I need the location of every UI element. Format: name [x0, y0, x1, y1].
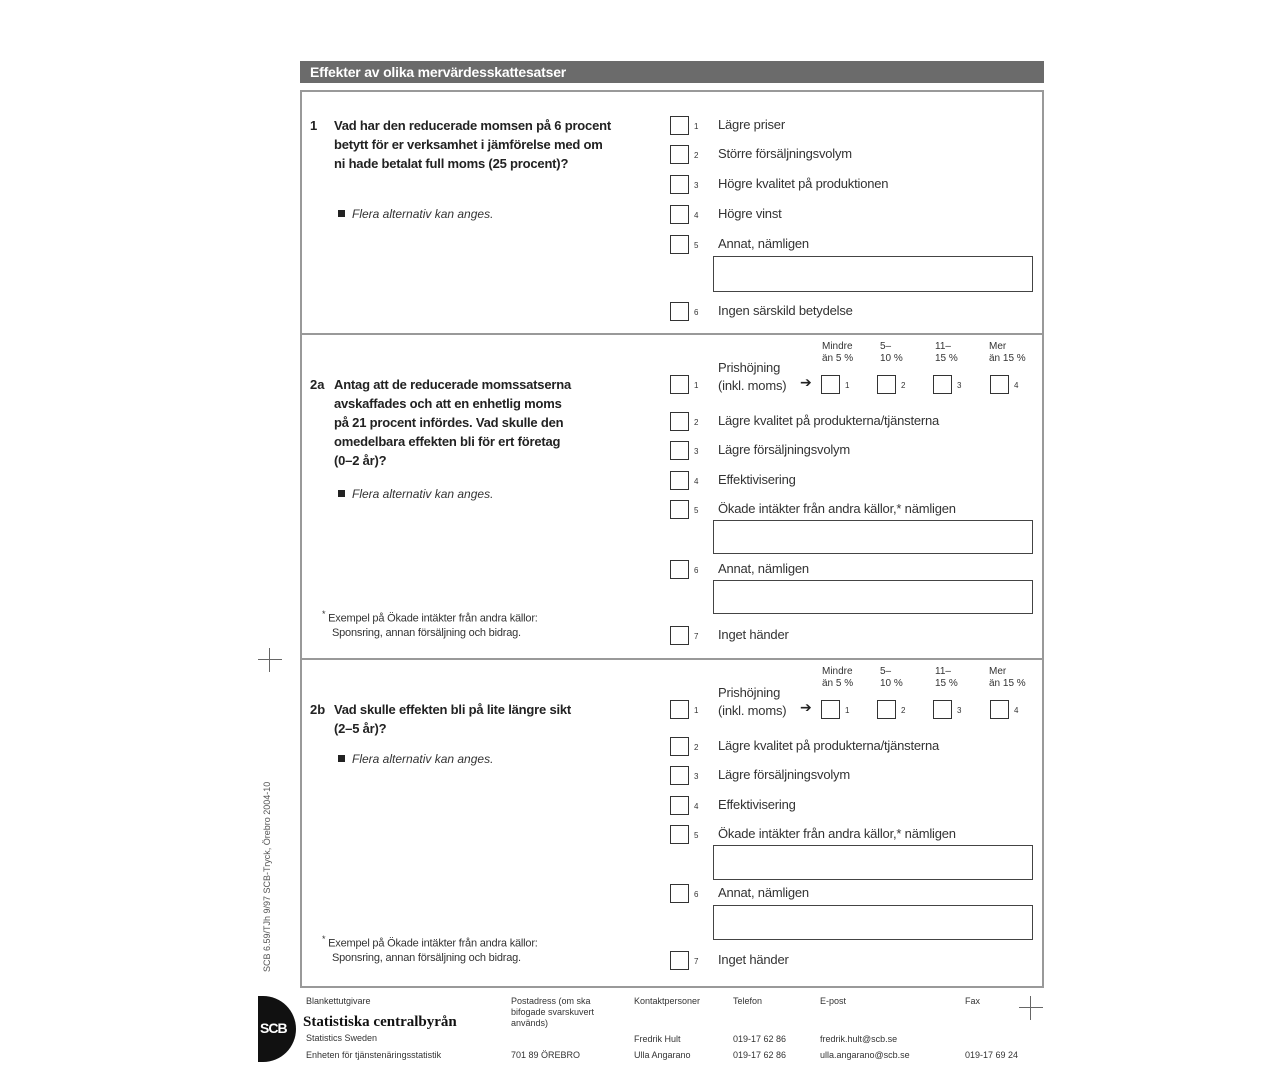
- q2b-option-7-number: 7: [694, 957, 699, 966]
- q2a-option-1-checkbox[interactable]: [670, 375, 689, 394]
- q2a-price-1-number: 1: [845, 381, 850, 390]
- q2b-price-label: Prishöjning (inkl. moms): [718, 685, 787, 718]
- q2b-option-7-checkbox[interactable]: [670, 951, 689, 970]
- q1-text: Vad har den reducerade momsen på 6 procent betytt för er verksamhet i jämförelse med om ni hade betalat full moms (25 procent)?: [334, 118, 611, 171]
- q1-option-1-label: Lägre priser: [718, 117, 785, 132]
- frame-left: [300, 92, 302, 988]
- q2a-option-6-label: Annat, nämligen: [718, 561, 809, 576]
- q2a-option-7-number: 7: [694, 632, 699, 641]
- q1-option-3-checkbox[interactable]: [670, 175, 689, 194]
- q1-option-6-label: Ingen särskild betydelse: [718, 303, 853, 318]
- q2a-option-5-checkbox[interactable]: [670, 500, 689, 519]
- q2a-income-text-field[interactable]: [713, 520, 1033, 554]
- q1-option-4-checkbox[interactable]: [670, 205, 689, 224]
- q2a-option-4-checkbox[interactable]: [670, 471, 689, 490]
- q1-option-4-label: Högre vinst: [718, 206, 782, 221]
- side-print-code: SCB 6.59/TJh 9/97 SCB-Tryck, Örebro 2004-10: [262, 781, 272, 972]
- q2a-price-2-checkbox[interactable]: [877, 375, 896, 394]
- footer-email-label: E-post: [820, 996, 847, 1006]
- q2a-text: Antag att de reducerade momssatserna avskaffades och att en enhetlig moms på 21 procent infördes. Vad skulle den omedelbara effekten bli för ert företag (0–2 år)?: [334, 377, 571, 468]
- q2a-option-3-label: Lägre försäljningsvolym: [718, 442, 850, 457]
- q2b-option-3-label: Lägre försäljningsvolym: [718, 767, 850, 782]
- q2b-price-3-number: 3: [957, 706, 962, 715]
- q2b-option-7-label: Inget händer: [718, 952, 789, 967]
- q2a-number: 2a: [310, 377, 325, 392]
- q2a-option-7-checkbox[interactable]: [670, 626, 689, 645]
- q2b-note: Flera alternativ kan anges.: [338, 752, 493, 766]
- footer-unit: Enheten för tjänstenäringsstatistik: [306, 1050, 442, 1060]
- q2b-option-2-number: 2: [694, 743, 699, 752]
- frame-bottom: [300, 986, 1044, 988]
- q2b-price-2-number: 2: [901, 706, 906, 715]
- q2a-option-2-number: 2: [694, 418, 699, 427]
- q1-option-6-number: 6: [694, 308, 699, 317]
- q2b-option-1-number: 1: [694, 706, 699, 715]
- q2b-option-4-number: 4: [694, 802, 699, 811]
- frame-top: [300, 90, 1044, 92]
- q1-option-3-label: Högre kvalitet på produktionen: [718, 176, 889, 191]
- footer-phone-label: Telefon: [733, 996, 763, 1006]
- q2a-note: Flera alternativ kan anges.: [338, 487, 493, 501]
- q2b-price-2-checkbox[interactable]: [877, 700, 896, 719]
- q2a-option-2-label: Lägre kvalitet på produkterna/tjänsterna: [718, 413, 940, 428]
- q2b-option-5-label: Ökade intäkter från andra källor,* nämligen: [718, 826, 956, 841]
- divider-2: [300, 658, 1044, 660]
- footer-contact-2-phone: 019-17 62 86: [733, 1050, 787, 1060]
- q2a-col-3-head: 11– 15 %: [935, 341, 958, 364]
- q2a-arrow-icon: ➔: [800, 374, 812, 390]
- q2b-option-4-label: Effektivisering: [718, 797, 796, 812]
- section-title: Effekter av olika mervärdesskattesatser: [310, 64, 567, 80]
- scb-logo: SCB: [258, 996, 296, 1062]
- q2b-arrow-icon: ➔: [800, 699, 812, 715]
- footer-address-label: Postadress (om ska bifogade svarskuvert används): [511, 996, 595, 1028]
- q1-option-2-label: Större försäljningsvolym: [718, 146, 852, 161]
- q2a-price-4-checkbox[interactable]: [990, 375, 1009, 394]
- q2b-price-3-checkbox[interactable]: [933, 700, 952, 719]
- q2b-price-4-number: 4: [1014, 706, 1019, 715]
- footer-fax-label: Fax: [965, 996, 981, 1006]
- q2a-option-4-label: Effektivisering: [718, 472, 796, 487]
- q2b-price-1-checkbox[interactable]: [821, 700, 840, 719]
- q2b-price-4-checkbox[interactable]: [990, 700, 1009, 719]
- q2a-col-1-head: Mindre än 5 %: [822, 341, 854, 364]
- q2a-option-4-number: 4: [694, 477, 699, 486]
- q1-option-1-checkbox[interactable]: [670, 116, 689, 135]
- footer-org-label: Blankettutgivare: [306, 996, 371, 1006]
- q2b-footnote: * Exempel på Ökade intäkter från andra källor: Sponsring, annan försäljning och bidrag.: [322, 934, 538, 964]
- q2b-option-6-checkbox[interactable]: [670, 884, 689, 903]
- q1-option-6-checkbox[interactable]: [670, 302, 689, 321]
- q1-option-5-label: Annat, nämligen: [718, 236, 809, 251]
- footer-address: 701 89 ÖREBRO: [511, 1050, 581, 1060]
- q2b-number: 2b: [310, 702, 326, 717]
- footer-contact-1-name: Fredrik Hult: [634, 1034, 681, 1044]
- q1-other-text-field[interactable]: [713, 256, 1033, 292]
- q1-option-2-number: 2: [694, 151, 699, 160]
- q2b-income-text-field[interactable]: [713, 845, 1033, 880]
- footer-contact-1-phone: 019-17 62 86: [733, 1034, 787, 1044]
- q2b-option-5-number: 5: [694, 831, 699, 840]
- registration-mark-left: [258, 648, 282, 672]
- footer-contact-2-email[interactable]: ulla.angarano@scb.se: [820, 1050, 910, 1060]
- section-header: [300, 61, 1044, 83]
- q1-number: 1: [310, 118, 318, 133]
- q2a-option-3-number: 3: [694, 447, 699, 456]
- q2a-price-3-number: 3: [957, 381, 962, 390]
- q2b-col-1-head: Mindre än 5 %: [822, 666, 854, 689]
- q2a-option-5-label: Ökade intäkter från andra källor,* nämligen: [718, 501, 956, 516]
- q1-option-3-number: 3: [694, 181, 699, 190]
- q2a-col-2-head: 5– 10 %: [880, 341, 903, 364]
- q2b-option-6-label: Annat, nämligen: [718, 885, 809, 900]
- footer-org-sub: Statistics Sweden: [306, 1033, 378, 1043]
- q2b-option-3-checkbox[interactable]: [670, 766, 689, 785]
- q2b-option-5-checkbox[interactable]: [670, 825, 689, 844]
- q2a-col-4-head: Mer än 15 %: [989, 341, 1026, 364]
- q2a-option-5-number: 5: [694, 506, 699, 515]
- q2a-option-2-checkbox[interactable]: [670, 412, 689, 431]
- q2b-price-1-number: 1: [845, 706, 850, 715]
- q2b-option-1-checkbox[interactable]: [670, 700, 689, 719]
- footer-contacts-label: Kontaktpersoner: [634, 996, 701, 1006]
- q2a-price-2-number: 2: [901, 381, 906, 390]
- footer-org-name: Statistiska centralbyrån: [303, 1014, 457, 1030]
- q2a-option-6-number: 6: [694, 566, 699, 575]
- q2a-option-1-number: 1: [694, 381, 699, 390]
- q2a-price-3-checkbox[interactable]: [933, 375, 952, 394]
- footer-contact-1-email[interactable]: fredrik.hult@scb.se: [820, 1034, 898, 1044]
- q2b-option-4-checkbox[interactable]: [670, 796, 689, 815]
- q2a-other-text-field[interactable]: [713, 580, 1033, 614]
- q2b-other-text-field[interactable]: [713, 905, 1033, 940]
- q1-option-5-checkbox[interactable]: [670, 235, 689, 254]
- q2b-option-6-number: 6: [694, 890, 699, 899]
- q2b-text: Vad skulle effekten bli på lite längre sikt (2–5 år)?: [334, 702, 572, 736]
- q2a-price-1-checkbox[interactable]: [821, 375, 840, 394]
- q1-option-5-number: 5: [694, 241, 699, 250]
- q2a-price-4-number: 4: [1014, 381, 1019, 390]
- q2a-option-3-checkbox[interactable]: [670, 441, 689, 460]
- q2b-col-3-head: 11– 15 %: [935, 666, 958, 689]
- q1-note: Flera alternativ kan anges.: [338, 207, 493, 221]
- q2a-price-label: Prishöjning (inkl. moms): [718, 360, 787, 393]
- q2b-option-3-number: 3: [694, 772, 699, 781]
- q2b-col-4-head: Mer än 15 %: [989, 666, 1026, 689]
- footer-fax: 019-17 69 24: [965, 1050, 1019, 1060]
- q2b-col-2-head: 5– 10 %: [880, 666, 903, 689]
- q2a-footnote: * Exempel på Ökade intäkter från andra källor: Sponsring, annan försäljning och bidrag.: [322, 609, 538, 639]
- q2a-option-7-label: Inget händer: [718, 627, 789, 642]
- frame-right: [1042, 92, 1044, 988]
- registration-mark-right: [1019, 996, 1043, 1020]
- footer-contact-2-name: Ulla Angarano: [634, 1050, 691, 1060]
- divider-1: [300, 333, 1044, 335]
- q2b-option-2-label: Lägre kvalitet på produkterna/tjänsterna: [718, 738, 940, 753]
- q1-option-4-number: 4: [694, 211, 699, 220]
- q2b-option-2-checkbox[interactable]: [670, 737, 689, 756]
- q1-option-1-number: 1: [694, 122, 699, 131]
- q1-option-2-checkbox[interactable]: [670, 145, 689, 164]
- q2a-option-6-checkbox[interactable]: [670, 560, 689, 579]
